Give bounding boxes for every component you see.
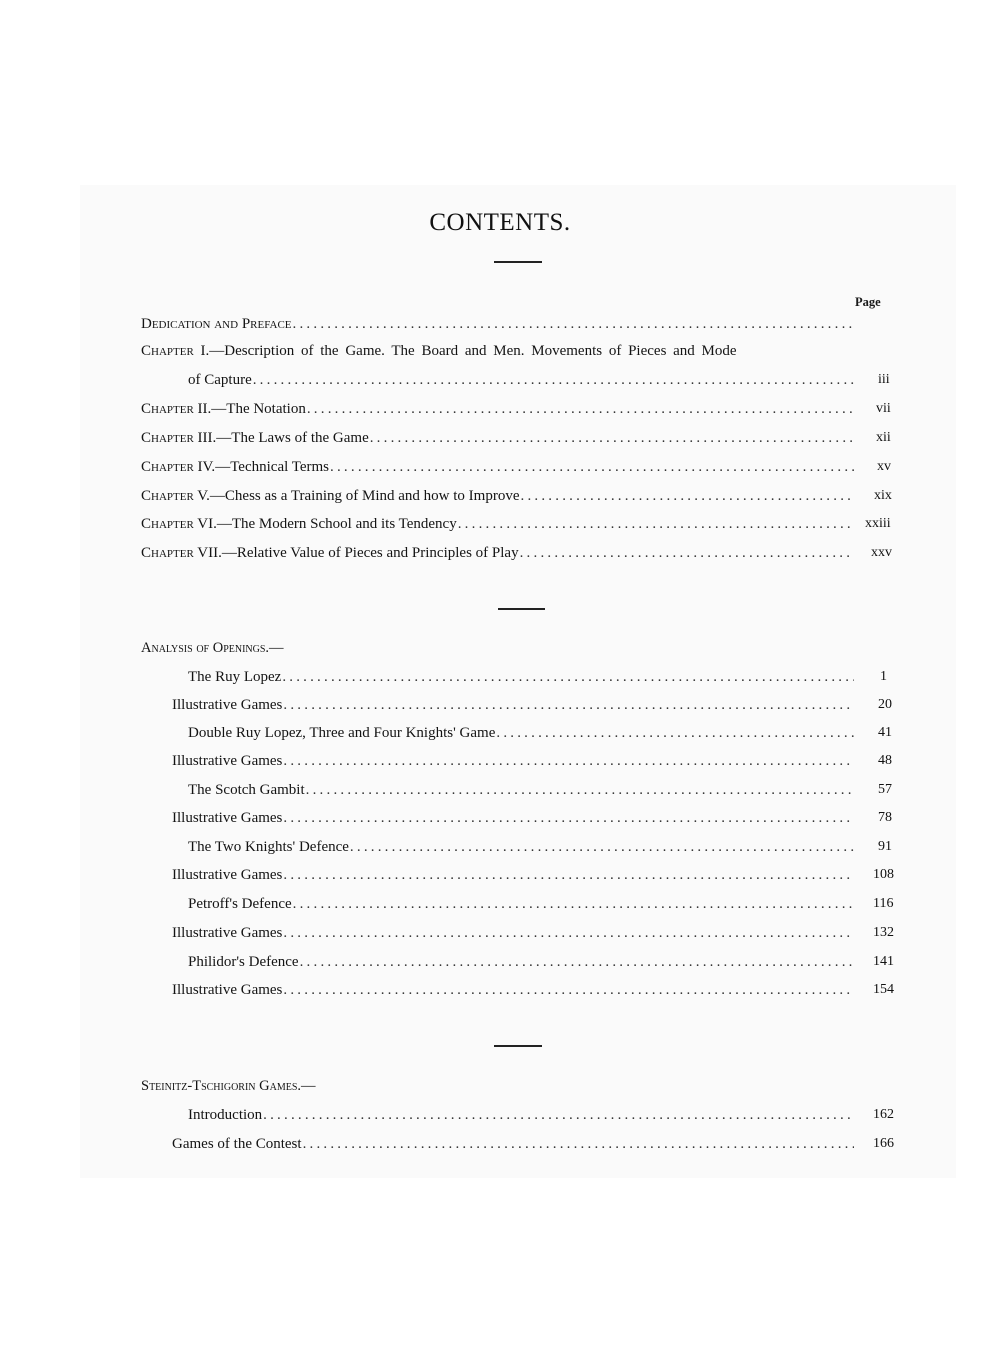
dot-leader xyxy=(458,513,854,535)
entry-title: Petroff's Defence xyxy=(188,896,292,912)
dot-leader xyxy=(283,979,854,1001)
page-number: 154 xyxy=(873,982,894,997)
toc-entry-chapter-1[interactable] xyxy=(141,340,737,362)
dot-leader xyxy=(303,1133,854,1155)
dot-leader xyxy=(370,427,854,449)
page-number: 162 xyxy=(873,1107,894,1122)
chapter-title: —The Modern School and its Tendency xyxy=(216,516,457,532)
entry-label: Dedication and Preface xyxy=(141,316,292,332)
page-number: xxiii xyxy=(865,516,891,531)
page-number: 116 xyxy=(873,896,894,911)
dot-leader xyxy=(496,722,854,744)
section-heading: Steinitz-Tschigorin Games.— xyxy=(141,1078,316,1094)
dot-leader xyxy=(307,398,854,420)
page-title: CONTENTS. xyxy=(429,209,571,236)
dot-leader xyxy=(253,369,854,391)
dot-leader xyxy=(293,313,854,335)
chapter-number: Chapter VII. xyxy=(141,545,222,561)
page-number: xix xyxy=(874,488,892,503)
entry-title: Introduction xyxy=(188,1107,263,1123)
chapter-number: Chapter VI. xyxy=(141,516,217,532)
title-divider xyxy=(494,261,542,263)
chapter-title: —Chess as a Training of Mind and how to Improve xyxy=(209,488,520,504)
chapter-number: Chapter IV. xyxy=(141,459,216,475)
chapter-number: Chapter I. xyxy=(141,343,210,359)
page-number: 91 xyxy=(878,839,892,854)
page-number: 41 xyxy=(878,725,892,740)
chapter-number: Chapter V. xyxy=(141,488,210,504)
page-number: vii xyxy=(876,401,891,416)
dot-leader xyxy=(282,666,854,688)
dot-leader xyxy=(283,750,854,772)
entry-title: Illustrative Games xyxy=(172,867,283,883)
dot-leader xyxy=(520,542,854,564)
page-number: 108 xyxy=(873,867,894,882)
entry-title: The Ruy Lopez xyxy=(188,669,282,685)
entry-title: Illustrative Games xyxy=(172,697,283,713)
dot-leader xyxy=(283,864,854,886)
page-number: 78 xyxy=(878,810,892,825)
entry-title: Illustrative Games xyxy=(172,982,283,998)
dot-leader xyxy=(283,694,854,716)
page-number: 166 xyxy=(873,1136,894,1151)
page-number: xii xyxy=(876,430,891,445)
dot-leader xyxy=(283,922,854,944)
page-number: xxv xyxy=(871,545,892,560)
page-column-label: Page xyxy=(855,295,881,309)
page-number: 48 xyxy=(878,753,892,768)
dot-leader xyxy=(283,807,854,829)
dot-leader xyxy=(350,836,854,858)
section-divider xyxy=(498,608,545,610)
page-number: 20 xyxy=(878,697,892,712)
entry-title: Illustrative Games xyxy=(172,810,283,826)
page-number: 1 xyxy=(880,669,887,684)
chapter-title: —Description of the Game. The Board and Men. Movements of Pieces and Mode xyxy=(209,343,737,359)
dot-leader xyxy=(293,893,854,915)
entry-title: Philidor's Defence xyxy=(188,954,299,970)
dot-leader xyxy=(300,951,854,973)
chapter-title: —Relative Value of Pieces and Principles of Play xyxy=(221,545,519,561)
entry-title: The Two Knights' Defence xyxy=(188,839,349,855)
page-number: 141 xyxy=(873,954,894,969)
entry-title: Illustrative Games xyxy=(172,925,283,941)
dot-leader xyxy=(306,779,854,801)
page-number: 57 xyxy=(878,782,892,797)
chapter-title: —Technical Terms xyxy=(215,459,330,475)
section-heading: Analysis of Openings.— xyxy=(141,640,284,656)
chapter-title-continued: of Capture xyxy=(188,372,252,388)
dot-leader xyxy=(263,1104,854,1126)
section-divider xyxy=(494,1045,542,1047)
entry-title: Games of the Contest xyxy=(172,1136,302,1152)
dot-leader xyxy=(330,456,854,478)
chapter-number: Chapter III. xyxy=(141,430,217,446)
chapter-number: Chapter II. xyxy=(141,401,212,417)
entry-title: Illustrative Games xyxy=(172,753,283,769)
page-number: xv xyxy=(877,459,891,474)
entry-title: The Scotch Gambit xyxy=(188,782,305,798)
dot-leader xyxy=(521,485,855,507)
chapter-title: —The Notation xyxy=(211,401,306,417)
page-number: 132 xyxy=(873,925,894,940)
chapter-title: —The Laws of the Game xyxy=(216,430,369,446)
page-number: iii xyxy=(878,372,890,387)
entry-title: Double Ruy Lopez, Three and Four Knights' Game xyxy=(188,725,496,741)
